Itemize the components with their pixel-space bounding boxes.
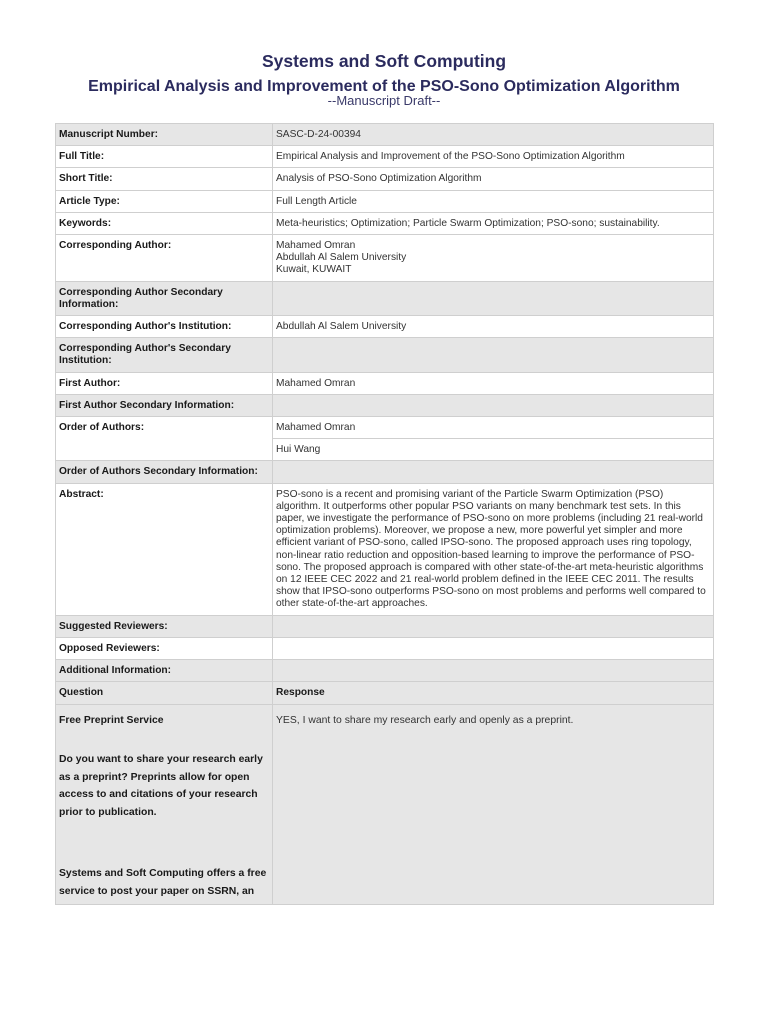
preprint-question-text: Do you want to share your research early as a preprint? Preprints allow for open access to and citations of your research prior to publication.	[59, 754, 263, 818]
suggested-reviewers-value	[273, 615, 714, 637]
table-row	[56, 124, 714, 146]
manuscript-number-value: SASC-D-24-00394	[273, 124, 714, 146]
author-location: Kuwait, KUWAIT	[276, 264, 352, 276]
question-column-header: Question	[56, 682, 273, 704]
field-label: Abstract:	[56, 483, 273, 615]
corr-secondary-info-value	[273, 281, 714, 315]
manuscript-details-table	[55, 123, 714, 905]
table-row	[56, 483, 714, 615]
field-label: Short Title:	[56, 168, 273, 190]
table-row	[56, 394, 714, 416]
order-secondary-value	[273, 461, 714, 483]
table-row	[56, 338, 714, 372]
author-name: Mahamed Omran	[276, 240, 356, 252]
corr-secondary-institution-value	[273, 338, 714, 372]
additional-info-value	[273, 660, 714, 682]
full-title-value: Empirical Analysis and Improvement of the PSO-Sono Optimization Algorithm	[273, 146, 714, 168]
opposed-reviewers-value	[273, 637, 714, 659]
field-label: Keywords:	[56, 212, 273, 234]
spacer	[59, 821, 269, 865]
corresponding-author-value	[273, 235, 714, 282]
draft-label: --Manuscript Draft--	[327, 93, 441, 108]
table-row	[56, 235, 714, 282]
first-author-value: Mahamed Omran	[273, 372, 714, 394]
field-label: First Author:	[56, 372, 273, 394]
field-label: Additional Information:	[56, 660, 273, 682]
table-row	[56, 146, 714, 168]
field-label: Suggested Reviewers:	[56, 615, 273, 637]
preprint-service-title: Free Preprint Service	[59, 714, 164, 726]
field-label: Corresponding Author:	[56, 235, 273, 282]
field-label: Order of Authors:	[56, 417, 273, 461]
field-label: Manuscript Number:	[56, 124, 273, 146]
keywords-value: Meta-heuristics; Optimization; Particle Swarm Optimization; PSO-sono; sustainability.	[273, 212, 714, 234]
response-column-header: Response	[273, 682, 714, 704]
author-entry: Hui Wang	[273, 439, 714, 461]
manuscript-title: Empirical Analysis and Improvement of the PSO-Sono Optimization Algorithm	[88, 78, 680, 95]
spacer	[59, 729, 269, 751]
table-row	[56, 316, 714, 338]
field-label: Corresponding Author's Secondary Institution:	[56, 338, 273, 372]
field-label: Article Type:	[56, 190, 273, 212]
article-type-value: Full Length Article	[273, 190, 714, 212]
table-row	[56, 372, 714, 394]
preprint-question-cell	[56, 704, 273, 905]
document-header	[0, 0, 768, 108]
field-label: Order of Authors Secondary Information:	[56, 461, 273, 483]
preprint-note-text: Systems and Soft Computing offers a free service to post your paper on SSRN, an	[59, 868, 267, 897]
table-row	[56, 190, 714, 212]
table-row	[56, 461, 714, 483]
field-label: First Author Secondary Information:	[56, 394, 273, 416]
author-affiliation: Abdullah Al Salem University	[276, 252, 407, 264]
table-row	[56, 212, 714, 234]
table-row	[56, 704, 714, 905]
field-label: Full Title:	[56, 146, 273, 168]
corr-institution-value: Abdullah Al Salem University	[273, 316, 714, 338]
field-label: Corresponding Author Secondary Information:	[56, 281, 273, 315]
table-row	[56, 682, 714, 704]
table-row	[56, 281, 714, 315]
field-label: Opposed Reviewers:	[56, 637, 273, 659]
table-row	[56, 637, 714, 659]
author-entry: Mahamed Omran	[273, 417, 714, 439]
short-title-value: Analysis of PSO-Sono Optimization Algorithm	[273, 168, 714, 190]
abstract-text: PSO-sono is a recent and promising variant of the Particle Swarm Optimization (PSO) algorithm. It outperforms other popular PSO variants on many benchmark test sets. In this paper, we investigate the performance of PSO-sono on more problems (including 21 real-world optimization problems). Moreover, we propose a new, more powerful yet simpler and more efficient variant of PSO-sono, called IPSO-sono. The proposed approach uses ring topology, non-linear ratio reduction and opposition-based learning to improve the performance of PSO-sono. The proposed approach is compared with other state-of-the-art meta-heuristic algorithms on 12 IEEE CEC 2022 and 21 real-world problem defined in the IEEE CEC 2011. The results show that IPSO-sono outperforms PSO-sono on most problems and performs well compared to other state-of-the-art approaches.	[273, 483, 714, 615]
field-label: Corresponding Author's Institution:	[56, 316, 273, 338]
table-row	[56, 168, 714, 190]
table-row	[56, 615, 714, 637]
first-author-secondary-value	[273, 394, 714, 416]
table-row	[56, 660, 714, 682]
journal-name: Systems and Soft Computing	[261, 51, 507, 71]
preprint-response: YES, I want to share my research early and openly as a preprint.	[273, 704, 714, 905]
table-row	[56, 417, 714, 439]
